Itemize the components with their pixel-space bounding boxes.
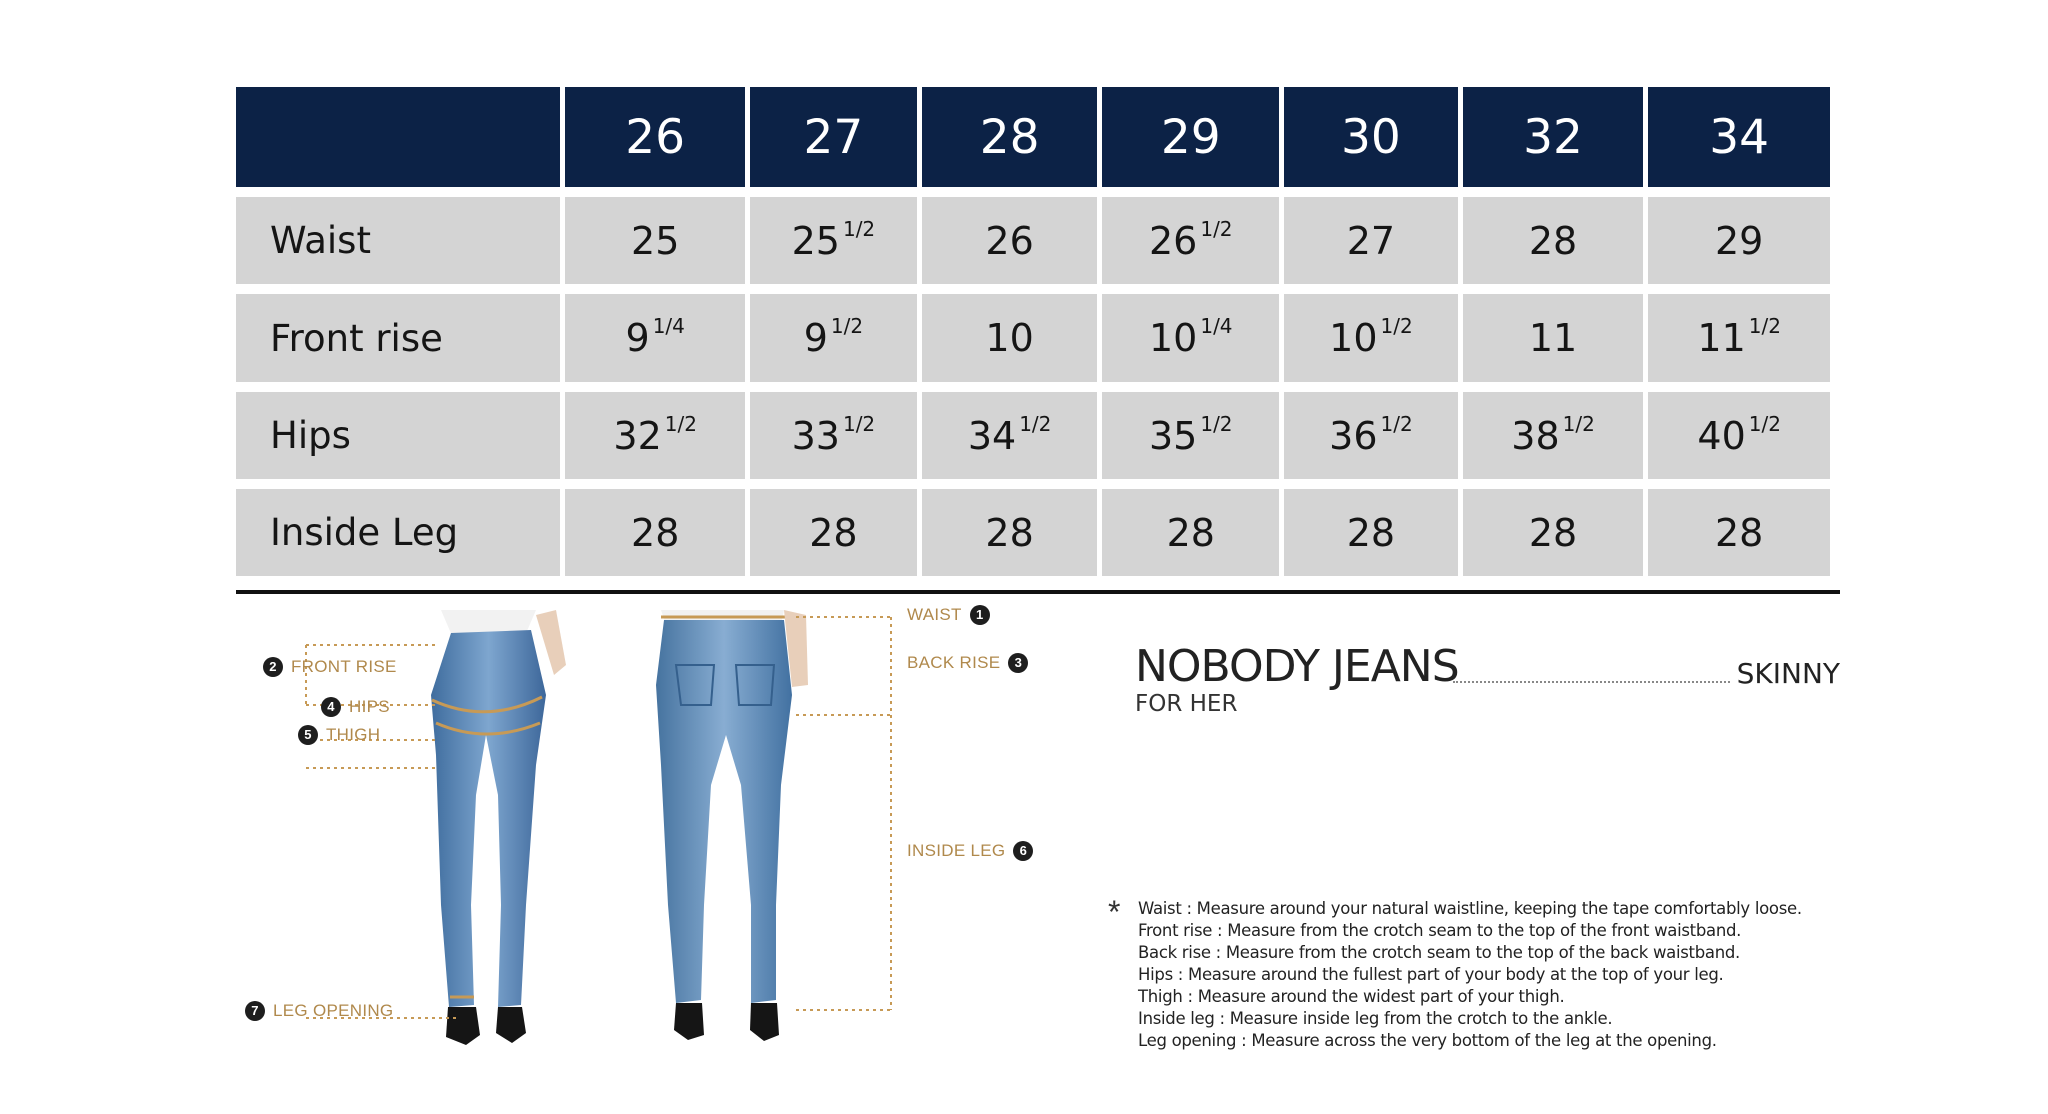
measurement-notes [1108, 894, 1808, 1052]
measurement-cell [922, 197, 1098, 284]
measurement-cell [922, 392, 1098, 479]
number-badge: 3 [1008, 653, 1028, 673]
row-label: Inside Leg [236, 489, 560, 576]
number-badge: 7 [245, 1001, 265, 1021]
cell-fraction: 1/2 [1562, 411, 1595, 436]
note-item: Front rise : Measure from the crotch seam to the top of the front waistband. [1138, 921, 1742, 940]
measurement-cell [1102, 392, 1279, 479]
measurement-cell [1463, 392, 1644, 479]
note-item: Back rise : Measure from the crotch seam to the top of the back waistband. [1138, 943, 1740, 962]
size-header-row [236, 87, 1830, 187]
row-label: Hips [236, 392, 560, 479]
cell-whole-value: 28 [1346, 510, 1396, 555]
cell-whole-value: 28 [631, 510, 680, 555]
cell-whole-value: 9 [803, 316, 828, 360]
measurement-cell [1102, 489, 1279, 576]
callout-label: BACK RISE [907, 653, 1001, 672]
cell-fraction: 1/2 [842, 411, 876, 436]
measurement-cell [1284, 294, 1458, 382]
measurement-cell [565, 489, 745, 576]
asterisk-icon: * [1108, 894, 1121, 930]
size-table-body [236, 197, 1830, 576]
measurement-cell [1284, 197, 1458, 284]
measurement-row [236, 489, 1830, 576]
cell-whole-value: 38 [1511, 413, 1560, 458]
cell-whole-value: 26 [1148, 218, 1198, 263]
cell-whole-value: 26 [985, 218, 1034, 263]
cell-whole-value: 40 [1697, 413, 1746, 458]
note-item: Waist : Measure around your natural waistline, keeping the tape comfortably loose. [1138, 899, 1802, 918]
callout-waist [907, 605, 990, 625]
measurement-row [236, 294, 1830, 382]
callout-label: LEG OPENING [273, 1001, 394, 1020]
measurement-illustration [236, 605, 1056, 1095]
measurement-cell [750, 197, 917, 284]
size-header-cell: 29 [1102, 87, 1279, 187]
cell-fraction: 1/2 [1019, 411, 1052, 436]
size-header-cell: 34 [1648, 87, 1830, 187]
measurement-cell [1648, 294, 1830, 382]
cell-fraction: 1/2 [1748, 314, 1781, 338]
measurement-cell [565, 392, 745, 479]
size-header-cell: 30 [1284, 87, 1458, 187]
cell-fraction: 1/4 [1200, 314, 1233, 338]
cell-whole-value: 28 [985, 510, 1034, 555]
callout-label: WAIST [907, 605, 962, 624]
cell-whole-value: 25 [631, 218, 680, 263]
dotted-leader [1453, 681, 1730, 683]
cell-fraction: 1/2 [1380, 314, 1413, 338]
callout-inside-leg [907, 841, 1033, 861]
number-badge: 1 [970, 605, 990, 625]
back-view-figure [656, 610, 808, 1041]
callout-leg-opening [245, 1001, 393, 1021]
cell-whole-value: 9 [625, 316, 650, 360]
cell-whole-value: 32 [613, 413, 662, 458]
cell-fraction: 1/2 [1380, 411, 1413, 436]
note-item: Thigh : Measure around the widest part of your thigh. [1138, 987, 1565, 1006]
fit-style-label: SKINNY [1736, 657, 1840, 690]
cell-fraction: 1/2 [664, 411, 697, 436]
callout-back-rise [907, 653, 1028, 673]
callout-label: FRONT RISE [291, 657, 397, 676]
cell-fraction: 1/2 [830, 314, 864, 338]
section-divider [236, 590, 1840, 594]
measurement-cell [1284, 489, 1458, 576]
note-item: Inside leg : Measure inside leg from the crotch to the ankle. [1138, 1009, 1613, 1028]
cell-whole-value: 35 [1148, 413, 1198, 458]
measurement-cell [1648, 197, 1830, 284]
callout-thigh [298, 725, 380, 745]
row-label: Front rise [236, 294, 560, 382]
callout-label: HIPS [349, 697, 390, 716]
header-corner-cell [236, 87, 560, 187]
measurement-row [236, 392, 1830, 479]
measurement-cell [922, 489, 1098, 576]
number-badge: 4 [321, 697, 341, 717]
measurement-cell [1102, 294, 1279, 382]
measurement-cell [1648, 489, 1830, 576]
size-header-cell: 32 [1463, 87, 1644, 187]
measurement-cell [1463, 197, 1644, 284]
cell-whole-value: 11 [1528, 316, 1578, 360]
cell-whole-value: 28 [1528, 218, 1578, 263]
cell-whole-value: 34 [967, 413, 1017, 458]
notes-list [1108, 898, 1808, 1052]
size-header-cell: 26 [565, 87, 745, 187]
front-view-figure [431, 610, 566, 1045]
measurement-cell [922, 294, 1098, 382]
size-header-cell: 27 [750, 87, 917, 187]
callout-label: INSIDE LEG [907, 841, 1006, 860]
cell-whole-value: 28 [1715, 510, 1764, 555]
measurement-cell [1463, 489, 1644, 576]
cell-fraction: 1/2 [1200, 411, 1233, 436]
brand-subtitle: FOR HER [1135, 691, 1238, 717]
cell-whole-value: 29 [1715, 218, 1764, 263]
measurement-cell [1648, 392, 1830, 479]
callout-front-rise [263, 657, 397, 677]
number-badge: 2 [263, 657, 283, 677]
cell-fraction: 1/2 [842, 216, 876, 241]
cell-whole-value: 10 [985, 316, 1034, 360]
cell-fraction: 1/2 [1200, 216, 1233, 241]
row-label: Waist [236, 197, 560, 284]
measurement-cell [565, 197, 745, 284]
cell-whole-value: 10 [1148, 316, 1198, 360]
cell-fraction: 1/2 [1748, 411, 1781, 436]
cell-whole-value: 10 [1329, 316, 1378, 360]
size-chart-table [231, 77, 1835, 586]
measurement-cell [1463, 294, 1644, 382]
cell-whole-value: 11 [1697, 316, 1746, 360]
measurement-cell [1102, 197, 1279, 284]
brand-block [1135, 641, 1840, 717]
cell-whole-value: 28 [809, 510, 858, 555]
brand-name: NOBODY JEANS [1135, 641, 1459, 692]
measurement-cell [565, 294, 745, 382]
note-item: Leg opening : Measure across the very bottom of the leg at the opening. [1138, 1031, 1717, 1050]
number-badge: 6 [1013, 841, 1033, 861]
measurement-cell [1284, 392, 1458, 479]
measurement-row [236, 197, 1830, 284]
number-badge: 5 [298, 725, 318, 745]
cell-whole-value: 28 [1528, 510, 1578, 555]
note-item: Hips : Measure around the fullest part of your body at the top of your leg. [1138, 965, 1724, 984]
size-header-cell: 28 [922, 87, 1098, 187]
cell-whole-value: 33 [791, 413, 840, 458]
callout-hips [321, 697, 390, 717]
cell-whole-value: 28 [1166, 510, 1215, 555]
cell-whole-value: 36 [1329, 413, 1378, 458]
measurement-cell [750, 392, 917, 479]
cell-fraction: 1/4 [652, 314, 685, 338]
cell-whole-value: 25 [791, 218, 840, 263]
callout-label: THIGH [326, 725, 381, 744]
measurement-cell [750, 294, 917, 382]
measurement-cell [750, 489, 917, 576]
cell-whole-value: 27 [1346, 218, 1396, 263]
